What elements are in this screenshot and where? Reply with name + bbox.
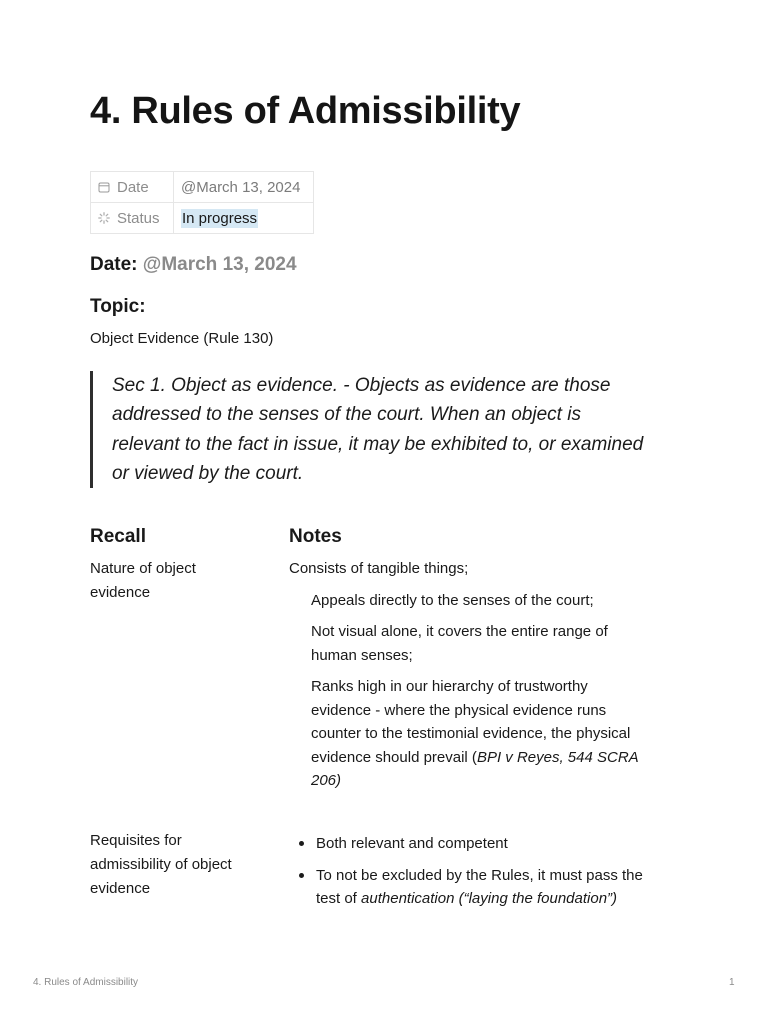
properties-table <box>90 171 314 234</box>
property-row-status <box>91 203 314 234</box>
date-heading-label: Date: <box>90 254 138 275</box>
quote-line: relevant to the fact in issue, it may be exhibited to, or examined <box>112 433 644 455</box>
list-item: Both relevant and competent <box>289 832 679 856</box>
property-label-date: Date <box>117 178 149 196</box>
quote-line: or viewed by the court. <box>112 462 304 484</box>
case-citation: BPI v Reyes, 544 SCRA <box>476 748 639 766</box>
quote-line: Sec 1. Object as evidence. - Objects as evidence are those <box>112 375 611 396</box>
property-value-date[interactable]: @March 13, 2024 <box>174 172 314 203</box>
topic-heading: Topic: <box>90 296 146 317</box>
list-item: To not be excluded by the Rules, it must pass the test of authentication (“laying the foundation”) <box>289 864 679 911</box>
sub-note: Appeals directly to the senses of the court; <box>311 592 594 609</box>
quote-line: addressed to the senses of the court. When an object is <box>112 404 581 426</box>
case-citation-cont: 206) <box>311 772 342 789</box>
date-heading-value[interactable]: @March 13, 2024 <box>142 254 297 275</box>
footer-document-title: 4. Rules of Admissibility <box>33 977 139 988</box>
note-cell: Consists of tangible things; <box>289 560 469 577</box>
sub-note: Ranks high in our hierarchy of trustworthy evidence - where the physical evidence runs counter to the testimonial evidence, the physical evidence should prevail (BPI v Reyes, 544 SCRA 206) <box>311 678 639 789</box>
property-row-date <box>91 172 314 203</box>
requisites-list <box>289 832 679 919</box>
loading-spinner-icon <box>98 212 110 224</box>
topic-text: Object Evidence (Rule 130) <box>90 330 274 347</box>
page-number: 1 <box>729 977 735 988</box>
date-heading <box>90 254 297 276</box>
notes-column-header: Notes <box>289 526 342 547</box>
page-title: 4. Rules of Admissibility <box>90 90 521 132</box>
recall-cell: Nature of object evidence <box>90 560 196 601</box>
recall-cell: Requisites for admissibility of object evidence <box>90 832 232 897</box>
calendar-icon <box>98 181 110 193</box>
rule-quote <box>90 371 680 488</box>
status-badge[interactable]: In progress <box>182 209 258 227</box>
sub-note: Not visual alone, it covers the entire range of human senses; <box>311 623 608 664</box>
recall-column-header: Recall <box>90 526 146 547</box>
property-label-status: Status <box>117 209 160 227</box>
